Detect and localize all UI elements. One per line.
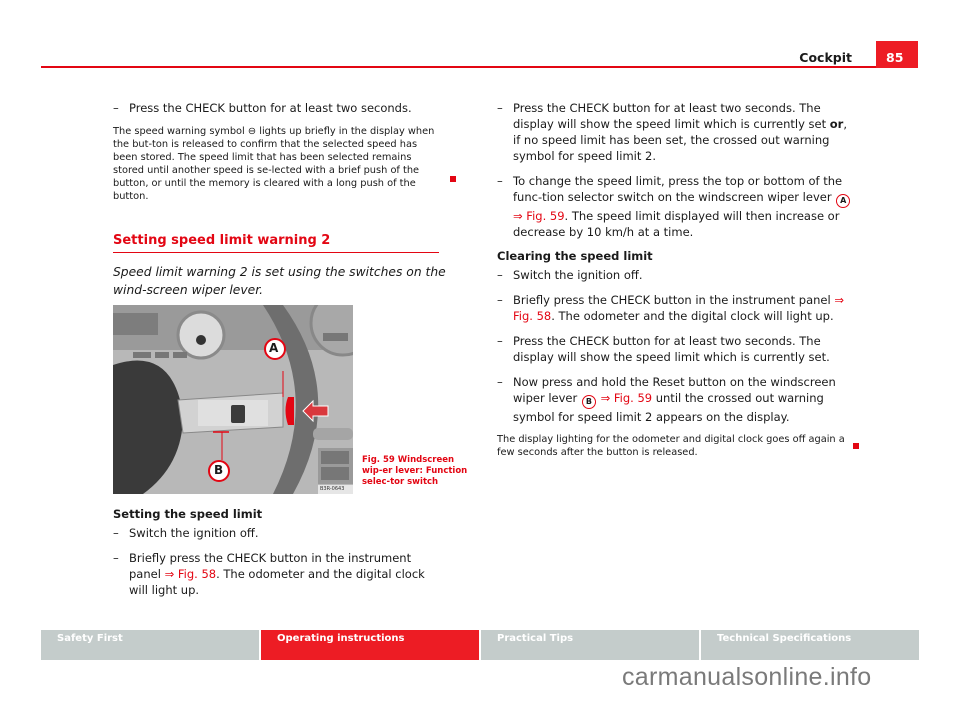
footer-tab-safety-first[interactable]: Safety First bbox=[41, 630, 259, 660]
dash-bullet: – bbox=[113, 526, 119, 540]
instruction-step: – Briefly press the CHECK button in the instrument panel ⇒ Fig. 58. The odometer and the digital clock will light up. bbox=[497, 293, 844, 323]
instruction-step: – Switch the ignition off. bbox=[113, 526, 259, 540]
footer-tab-technical-specifications[interactable]: Technical Specifications bbox=[701, 630, 919, 660]
footer-tab-operating-instructions[interactable]: Operating instructions bbox=[261, 630, 479, 660]
figure-link[interactable]: ⇒ Fig. 58 bbox=[164, 567, 217, 581]
chapter-title: Cockpit bbox=[799, 50, 852, 65]
instruction-step: – Press the CHECK button for at least two seconds. The display will show the speed limit which is currently set or, if no speed limit has been set, the crossed out warning symbol for speed limit 2. bbox=[497, 101, 847, 163]
dash-bullet: – bbox=[497, 375, 503, 389]
footer-tab-practical-tips[interactable]: Practical Tips bbox=[481, 630, 699, 660]
dash-bullet: – bbox=[497, 101, 503, 115]
figure-link[interactable]: ⇒ Fig. 58 bbox=[513, 293, 844, 323]
dash-bullet: – bbox=[497, 174, 503, 188]
dash-bullet: – bbox=[113, 551, 119, 565]
instruction-step: – Press the CHECK button for at least two seconds. bbox=[113, 101, 412, 115]
figure-link[interactable]: ⇒ Fig. 59 bbox=[600, 391, 653, 405]
left-column-top bbox=[113, 100, 443, 203]
callout-a: A bbox=[269, 341, 279, 355]
instruction-step: – Switch the ignition off. bbox=[497, 268, 643, 282]
speed-warning-icon: ⊖ bbox=[247, 126, 257, 137]
section-end-marker bbox=[450, 176, 456, 182]
footer-navigation bbox=[41, 630, 919, 660]
page-number: 85 bbox=[876, 41, 918, 68]
subsection-heading: Setting the speed limit bbox=[113, 507, 263, 521]
figure-link[interactable]: ⇒ Fig. 59 bbox=[513, 209, 565, 223]
dash-bullet: – bbox=[497, 268, 503, 282]
dash-bullet: – bbox=[113, 101, 119, 115]
instruction-step: – To change the speed limit, press the top or bottom of the func-tion selector switch on the windscreen wiper lever A ⇒ Fig. 59. The speed limit displayed will then increase or decrease by 10 km/h at a time. bbox=[497, 173, 857, 240]
instruction-step: – Press the CHECK button for at least two seconds. The display will show the speed limit which is currently set. bbox=[497, 334, 830, 364]
instruction-step: – Now press and hold the Reset button on the windscreen wiper lever B ⇒ Fig. 59 until the crossed out warning symbol for speed limit 2 appears on the display. bbox=[497, 375, 836, 424]
section-rule bbox=[113, 252, 439, 253]
figure-caption: Fig. 59 Windscreen wip-er lever: Function selec-tor switch bbox=[362, 455, 468, 487]
note-paragraph: The display lighting for the odometer and digital clock goes off again a few seconds after the button is released. bbox=[497, 434, 845, 458]
wiper-lever-illustration bbox=[113, 305, 353, 494]
dash-bullet: – bbox=[497, 334, 503, 348]
left-column-bottom bbox=[113, 506, 443, 598]
figure-wiper-lever bbox=[113, 305, 353, 494]
note-paragraph: The speed warning symbol ⊖ lights up briefly in the display when the but-ton is released to confirm that the selected speed has been stored. The speed limit that has been selected remains stored until another speed is se-lected with a brief push of the button, or until the memory is cleared with a long push of the button. bbox=[113, 126, 435, 202]
right-column bbox=[497, 100, 857, 459]
section-title: Setting speed limit warning 2 bbox=[113, 233, 331, 248]
section-intro: Speed limit warning 2 is set using the switches on the wind-screen wiper lever. bbox=[113, 265, 446, 297]
callout-a-icon: A bbox=[836, 194, 850, 208]
instruction-step: – Briefly press the CHECK button in the instrument panel ⇒ Fig. 58. The odometer and the digital clock will light up. bbox=[113, 551, 425, 597]
image-code: B3R-0643 bbox=[320, 486, 345, 492]
watermark: carmanualsonline.info bbox=[622, 663, 872, 691]
header-rule bbox=[41, 66, 877, 68]
callout-b: B bbox=[214, 463, 224, 477]
dash-bullet: – bbox=[497, 293, 503, 307]
section-end-marker bbox=[853, 443, 859, 449]
subsection-heading: Clearing the speed limit bbox=[497, 249, 653, 263]
callout-b-icon: B bbox=[582, 395, 596, 409]
